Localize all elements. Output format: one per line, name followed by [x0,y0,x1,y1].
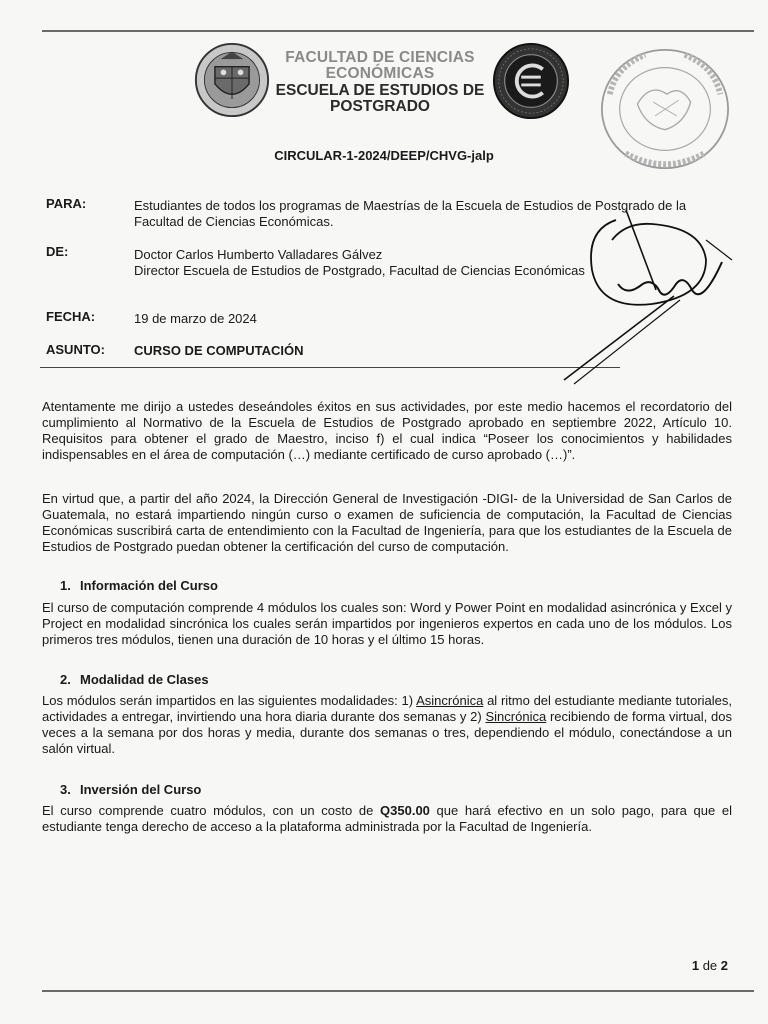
section-3-number: 3. [60,782,71,797]
top-rule [42,30,754,32]
section-1-number: 1. [60,578,71,593]
para-label: PARA: [46,196,87,211]
faculty-name-line1: FACULTAD DE CIENCIAS [285,49,475,66]
section-3-text-b: que hará efectivo en un solo pago, para que el estudiante tenga derecho de acceso a la plataforma administrada por la Facultad de Ingeniería. [42,803,732,834]
para-line2: Facultad de Ciencias Económicas. [134,214,334,229]
page-of: de [699,958,721,973]
de-label: DE: [46,244,69,259]
section-2-heading: Modalidad de Clases [80,672,209,687]
section-2-number: 2. [60,672,71,687]
faculty-name-line2: ECONÓMICAS [325,65,435,83]
header-divider [40,367,620,368]
page-total: 2 [720,958,728,973]
school-name-line2: POSTGRADO [330,97,430,115]
circular-id: CIRCULAR-1-2024/DEEP/CHVG-jalp [274,148,494,163]
header-title [272,50,488,115]
fecha-label: FECHA: [46,309,96,324]
para-line1: Estudiantes de todos los programas de Maestrías de la Escuela de Estudios de Postgrado de la [134,198,687,213]
page-current: 1 [691,958,700,973]
university-crest-logo [194,42,270,118]
school-name-line1: ESCUELA DE ESTUDIOS DE [275,81,485,99]
course-cost: Q350.00 [380,803,430,818]
section-2-text-b: al ritmo del estudiante mediante tutoriales, actividades a entregar, invirtiendo una hora diaria durante dos semanas y 2) [42,693,733,724]
section-2-text [42,693,732,757]
asunto-label: ASUNTO: [46,342,105,357]
section-3-heading: Inversión del Curso [80,782,202,797]
context-paragraph: En virtud que, a partir del año 2024, la Dirección General de Investigación -DIGI- de la Universidad de San Carlos de Guatemala, no estará impartiendo ningún curso o examen de suficiencia de computación, la Facultad de Ciencias Económicas suscribirá carta de entendimiento con la Facultad de Ingeniería, para que los estudiantes de la Escuela de Estudios de Postgrado puedan obtener la certificación del curso de computación. [42,491,732,554]
intro-paragraph: Atentamente me dirijo a ustedes deseándoles éxitos en sus actividades, por este medio hacemos el recordatorio del cumplimiento al Normativo de la Escuela de Estudios de Postgrado aprobado en septiembre 2022, Artículo 10. Requisitos para obtener el grado de Maestro, inciso f) el cual indica “Poseer los conocimientos y habilidades indispensables en el área de computación (…) mediante certificado de curso aprobado (…)”. [42,399,732,462]
term-sincronica: Sincrónica [485,709,547,724]
section-3-text-a: El curso comprende cuatro módulos, con un costo de [42,803,381,818]
section-3-title [60,782,201,797]
asunto-value: CURSO DE COMPUTACIÓN [134,343,304,358]
section-2-title [60,672,209,687]
page-number [692,958,728,973]
section-1-text: El curso de computación comprende 4 módulos los cuales son: Word y Power Point en modalidad asincrónica y Excel y Project en modalidad sincrónica los cuales serán impartidos por ingenieros expertos en cada uno de los módulos. Los primeros tres módulos, tienen una duración de 10 horas y el último 15 horas. [42,600,732,647]
de-line2: Director Escuela de Estudios de Postgrado, Facultad de Ciencias Económicas [134,263,585,278]
section-2-text-c: recibiendo de forma virtual, dos veces a la semana por dos horas y media, durante dos semanas o tres, dependiendo el módulo, conectándose a un salón virtual. [42,709,733,756]
de-line1: Doctor Carlos Humberto Valladares Gálvez [134,247,383,262]
bottom-rule [42,990,754,992]
section-1-title [60,578,218,593]
section-1-heading: Información del Curso [80,578,218,593]
handwritten-signature [556,200,736,390]
fecha-value: 19 de marzo de 2024 [134,311,257,326]
section-2-text-a: Los módulos serán impartidos en las siguientes modalidades: 1) [42,693,417,708]
section-3-text [42,803,732,835]
term-asincronica: Asincrónica [416,693,484,708]
school-seal-logo [492,42,570,120]
